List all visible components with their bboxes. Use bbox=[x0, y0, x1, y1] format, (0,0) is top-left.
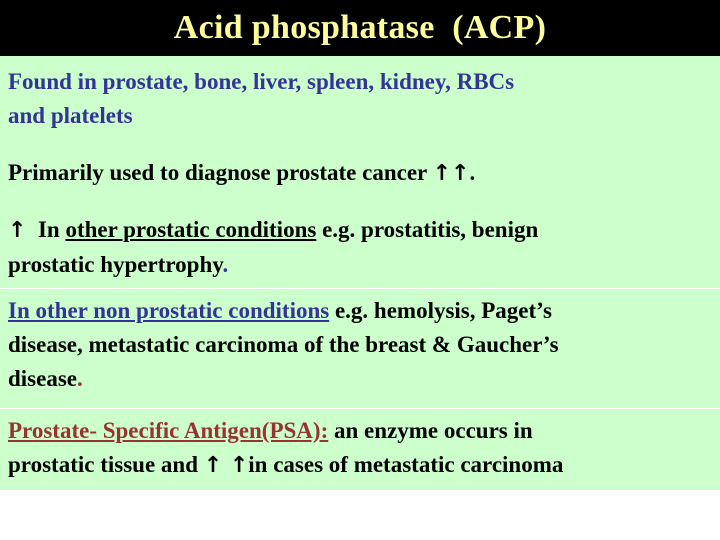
psa-rest: an enzyme occurs in bbox=[328, 418, 533, 443]
diagnosis-paragraph bbox=[8, 156, 708, 191]
content-panel bbox=[0, 56, 720, 490]
divider bbox=[0, 288, 720, 289]
prostatic-rest: e.g. prostatitis, benign bbox=[316, 217, 539, 242]
organs-line-1: Found in prostate, bone, liver, spleen, kidney, RBCs bbox=[8, 69, 515, 94]
diagnosis-text: Primarily used to diagnose prostate cancer bbox=[8, 160, 433, 185]
diagnosis-period: . bbox=[469, 160, 476, 185]
psa-underlined: Prostate- Specific Antigen(PSA): bbox=[8, 418, 329, 443]
prostatic-conditions-paragraph bbox=[8, 213, 708, 282]
psa-line-2a: prostatic tissue and bbox=[8, 452, 204, 477]
divider bbox=[0, 408, 720, 409]
slide-title: Acid phosphatase (ACP) bbox=[173, 9, 547, 46]
prostatic-conditions-underlined: other prostatic conditions bbox=[65, 217, 317, 242]
prostatic-period: . bbox=[222, 252, 229, 277]
organs-paragraph bbox=[8, 65, 708, 133]
prostatic-line-2: prostatic hypertrophy bbox=[8, 252, 223, 277]
up-arrow-icon: ↑ bbox=[203, 453, 223, 478]
up-arrow-icon: ↑ bbox=[8, 218, 27, 243]
up-arrow-icon: ↑↑ bbox=[432, 161, 470, 186]
psa-line-2b: in cases of metastatic carcinoma bbox=[248, 452, 564, 477]
title-bar bbox=[0, 0, 720, 56]
non-prostatic-paragraph bbox=[8, 294, 708, 396]
prostatic-lead: In bbox=[26, 217, 66, 242]
non-prostatic-line-2: disease, metastatic carcinoma of the breast & Gaucher’s bbox=[8, 332, 559, 357]
non-prostatic-underlined: In other non prostatic conditions bbox=[8, 298, 330, 323]
psa-paragraph bbox=[8, 414, 708, 483]
non-prostatic-line-3: disease bbox=[8, 366, 77, 391]
organs-line-2: and platelets bbox=[8, 103, 133, 128]
non-prostatic-rest: e.g. hemolysis, Paget’s bbox=[329, 298, 552, 323]
up-arrow-icon: ↑ bbox=[222, 453, 249, 478]
non-prostatic-period: . bbox=[77, 366, 83, 391]
